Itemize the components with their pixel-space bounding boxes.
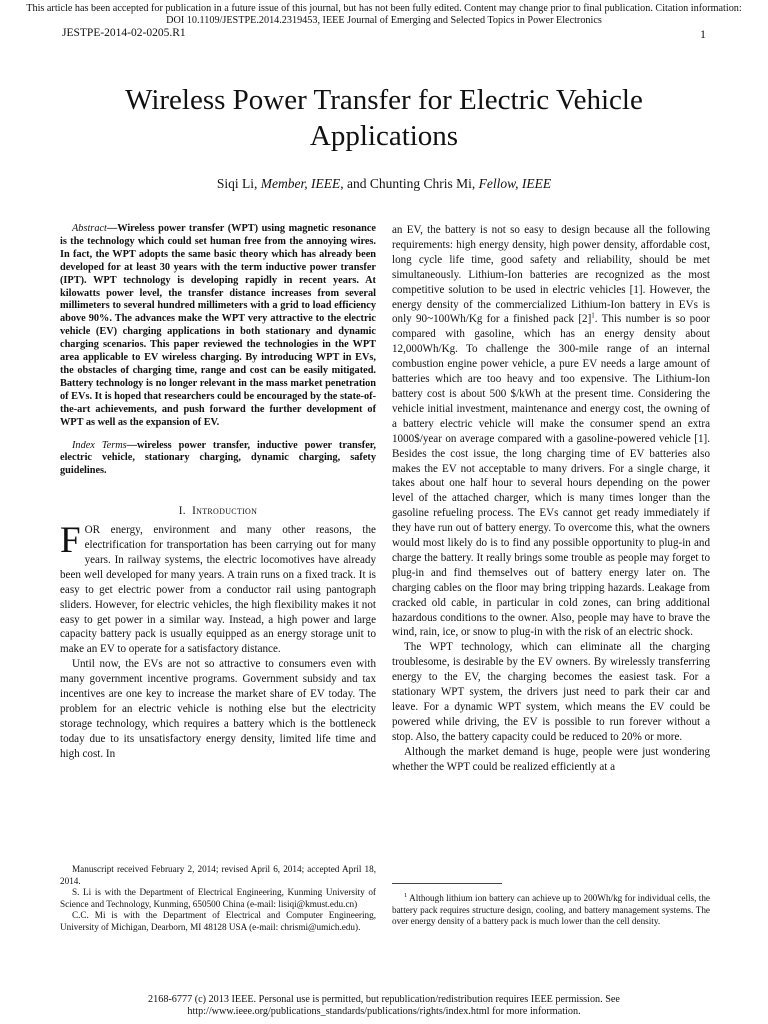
index-terms-text: —wireless power transfer, inductive power transfer, electric vehicle, stationary charging, dynamic charging, safety guidelines. bbox=[60, 439, 376, 477]
right-paragraph-2: The WPT technology, which can eliminate all the charging troublesome, is desirable by the EV owners. By wirelessly transferring energy to the EV, the charging becomes the easiest task. For a stationary WPT system, the drivers just need to park their car and leave. For a dynamic WPT system, which means the EV could be powered while driving, the EV is possible to run forever without a stop. Also, the battery capacity could be reduced to 20% or more. bbox=[392, 641, 710, 743]
section-title: Introduction bbox=[192, 505, 258, 518]
footnote-marker: 1 bbox=[591, 311, 595, 320]
author-1: Siqi Li, bbox=[216, 176, 261, 191]
abstract-lead: Abstract bbox=[72, 223, 107, 234]
right-paragraph-1 bbox=[392, 223, 710, 640]
manuscript-footnotes bbox=[60, 864, 376, 934]
intro-paragraph-1-text: OR energy, environment and many other reasons, the electrification for transportation has been carrying out for many years. In railway systems, the electric locomotives have already been well developed for many years. A train runs on a fixed track. It is easy to get electric power from a conductor rail using pantograph sliders. However, for electric vehicles, the high flexibility makes it not easy to get power in a similar way. Instead, a high power and large capacity battery pack is usually equipped as an energy storage unit to make an EV to operate for a satisfactory distance. bbox=[60, 524, 376, 656]
page-number: 1 bbox=[700, 27, 706, 41]
abstract bbox=[60, 223, 376, 430]
abstract-text: —Wireless power transfer (WPT) using magnetic resonance is the technology which could set human free from the annoying wires. In fact, the WPT adopts the same basic theory which has already been developed for at least 30 years with the term inductive power transfer (IPT). WPT technology is developing rapidly in recent years. At kilowatts power level, the transfer distance increases from several millimeters to several hundred millimeters with a grid to load efficiency above 90%. The advances make the WPT very attractive to the electric vehicle (EV) charging applications in both stationary and dynamic charging scenarios. This paper reviewed the technologies in the WPT area applicable to EV wireless charging. By introducing WPT in EVs, the obstacles of charging time, range and cost can be easily mitigated. Battery technology is no longer relevant in the mass market penetration of EVs. It is hoped that researchers could be encouraged by the state-of-the-art achievements, and push forward the further development of WPT as well as the expansion of EV. bbox=[60, 223, 376, 428]
publication-notice: This article has been accepted for publication in a future issue of this journal, but has not been fully edited. Content may change prior to final publication. Citation information: DOI 10.1109/JESTPE.2014.2319453, IEEE Journal of Emerging and Selected Topics in Power Electronics bbox=[26, 3, 742, 26]
right-column bbox=[392, 223, 710, 775]
author-2-affiliation: C.C. Mi is with the Department of Electrical and Computer Engineering, University of Michigan, Dearborn, MI 48128 USA (e-mail: chrismi@umich.edu). bbox=[60, 910, 376, 932]
author-1-affiliation: S. Li is with the Department of Electrical Engineering, Kunming University of Science and Technology, Kunming, 650500 China (e-mail: lisiqi@kmust.edu.cn) bbox=[60, 887, 376, 909]
footnote-1-text: Although lithium ion battery can achieve up to 200Wh/kg for individual cells, the battery pack requires structure design, cooling, and battery management systems. The over energy density of a battery pack is much lower than the cell density. bbox=[392, 893, 710, 927]
right-paragraph-3: Although the market demand is huge, people were just wondering whether the WPT could be realized efficiently at a bbox=[392, 745, 710, 773]
paper-title: Wireless Power Transfer for Electric Vehicle Applications bbox=[125, 84, 643, 152]
copyright-footer: 2168-6777 (c) 2013 IEEE. Personal use is permitted, but republication/redistribution requires IEEE permission. See http://www.ieee.org/publications_standards/publications/rights/index.html for more information. bbox=[148, 994, 620, 1017]
left-column bbox=[60, 223, 376, 762]
intro-paragraph-1 bbox=[60, 520, 376, 657]
right-paragraph-1a: an EV, the battery is not so easy to design because all the following requirements: high energy density, high power density, affordable cost, long cycle life time, good safety and reliability, should be met simultaneously. Lithium-Ion batteries are recognized as the most competitive solution to be used in electric vehicles [1]. However, the energy density of the commercialized Lithium-Ion battery in EVs is only 90~100Wh/Kg for a finished pack [2] bbox=[392, 224, 710, 326]
drop-cap: F bbox=[60, 520, 81, 562]
intro-paragraph-2: Until now, the EVs are not so attractive to consumers even with many government incentive programs. Government subsidy and tax incentives are one key to increase the market share of EV today. The problem for an electric vehicle is nothing else but the electricity storage technology, which requires a battery which is the bottleneck today due to its unsatisfactory energy density, limited life time and high cost. In bbox=[60, 658, 376, 760]
right-paragraph-1b: . This number is so poor compared with gasoline, which has an energy density about 12,000Wh/Kg. To challenge the 300-mile range of an internal combustion engine power vehicle, a pure EV needs a large amount of batteries which are too heavy and too expensive. The Lithium-Ion battery cost is about 500 $/kWh at the present time. Considering the vehicle initial investment, maintenance and energy cost, the owning of a battery electric vehicle will make the consumer spend an extra 1000$/year on average compared with a gasoline-powered vehicle [1]. Besides the cost issue, the long charging time of EV batteries also makes the EV not acceptable to many drivers. For a single charge, it takes about one half hour to several hours depending on the power level of the attached charger, which is many times longer than the gasoline refueling process. The EVs cannot get ready immediately if they have run out of battery energy. To overcome this, what the owners would most likely do is to find any possible opportunity to plug-in and charge the battery. It really brings some trouble as people may forget to plug-in and find themselves out of battery energy later on. The charging cables on the floor may bring tripping hazards. Leakage from cracked old cable, in particular in cold zones, can bring additional hazardous conditions to the owner. Also, people may have to brave the wind, rain, ice, or snow to plug-in with the risk of an electric shock. bbox=[392, 313, 710, 639]
footnote-rule-left bbox=[60, 856, 376, 857]
author-line bbox=[60, 176, 708, 192]
index-terms bbox=[60, 440, 376, 479]
section-heading bbox=[60, 504, 376, 519]
author-conjunction: , and Chunting Chris Mi, bbox=[340, 176, 479, 191]
footnote-1-mark: 1 bbox=[404, 891, 408, 899]
author-2-role: Fellow, IEEE bbox=[478, 176, 552, 191]
index-terms-lead: Index Terms bbox=[72, 439, 127, 451]
section-numeral: I. bbox=[178, 505, 186, 518]
author-1-role: Member, IEEE bbox=[260, 176, 341, 191]
footnote-1 bbox=[392, 893, 710, 928]
manuscript-id: JESTPE-2014-02-0205.R1 bbox=[62, 27, 186, 39]
footnote-rule-right bbox=[392, 883, 502, 884]
received-note: Manuscript received February 2, 2014; revised April 6, 2014; accepted April 18, 2014. bbox=[60, 864, 376, 886]
